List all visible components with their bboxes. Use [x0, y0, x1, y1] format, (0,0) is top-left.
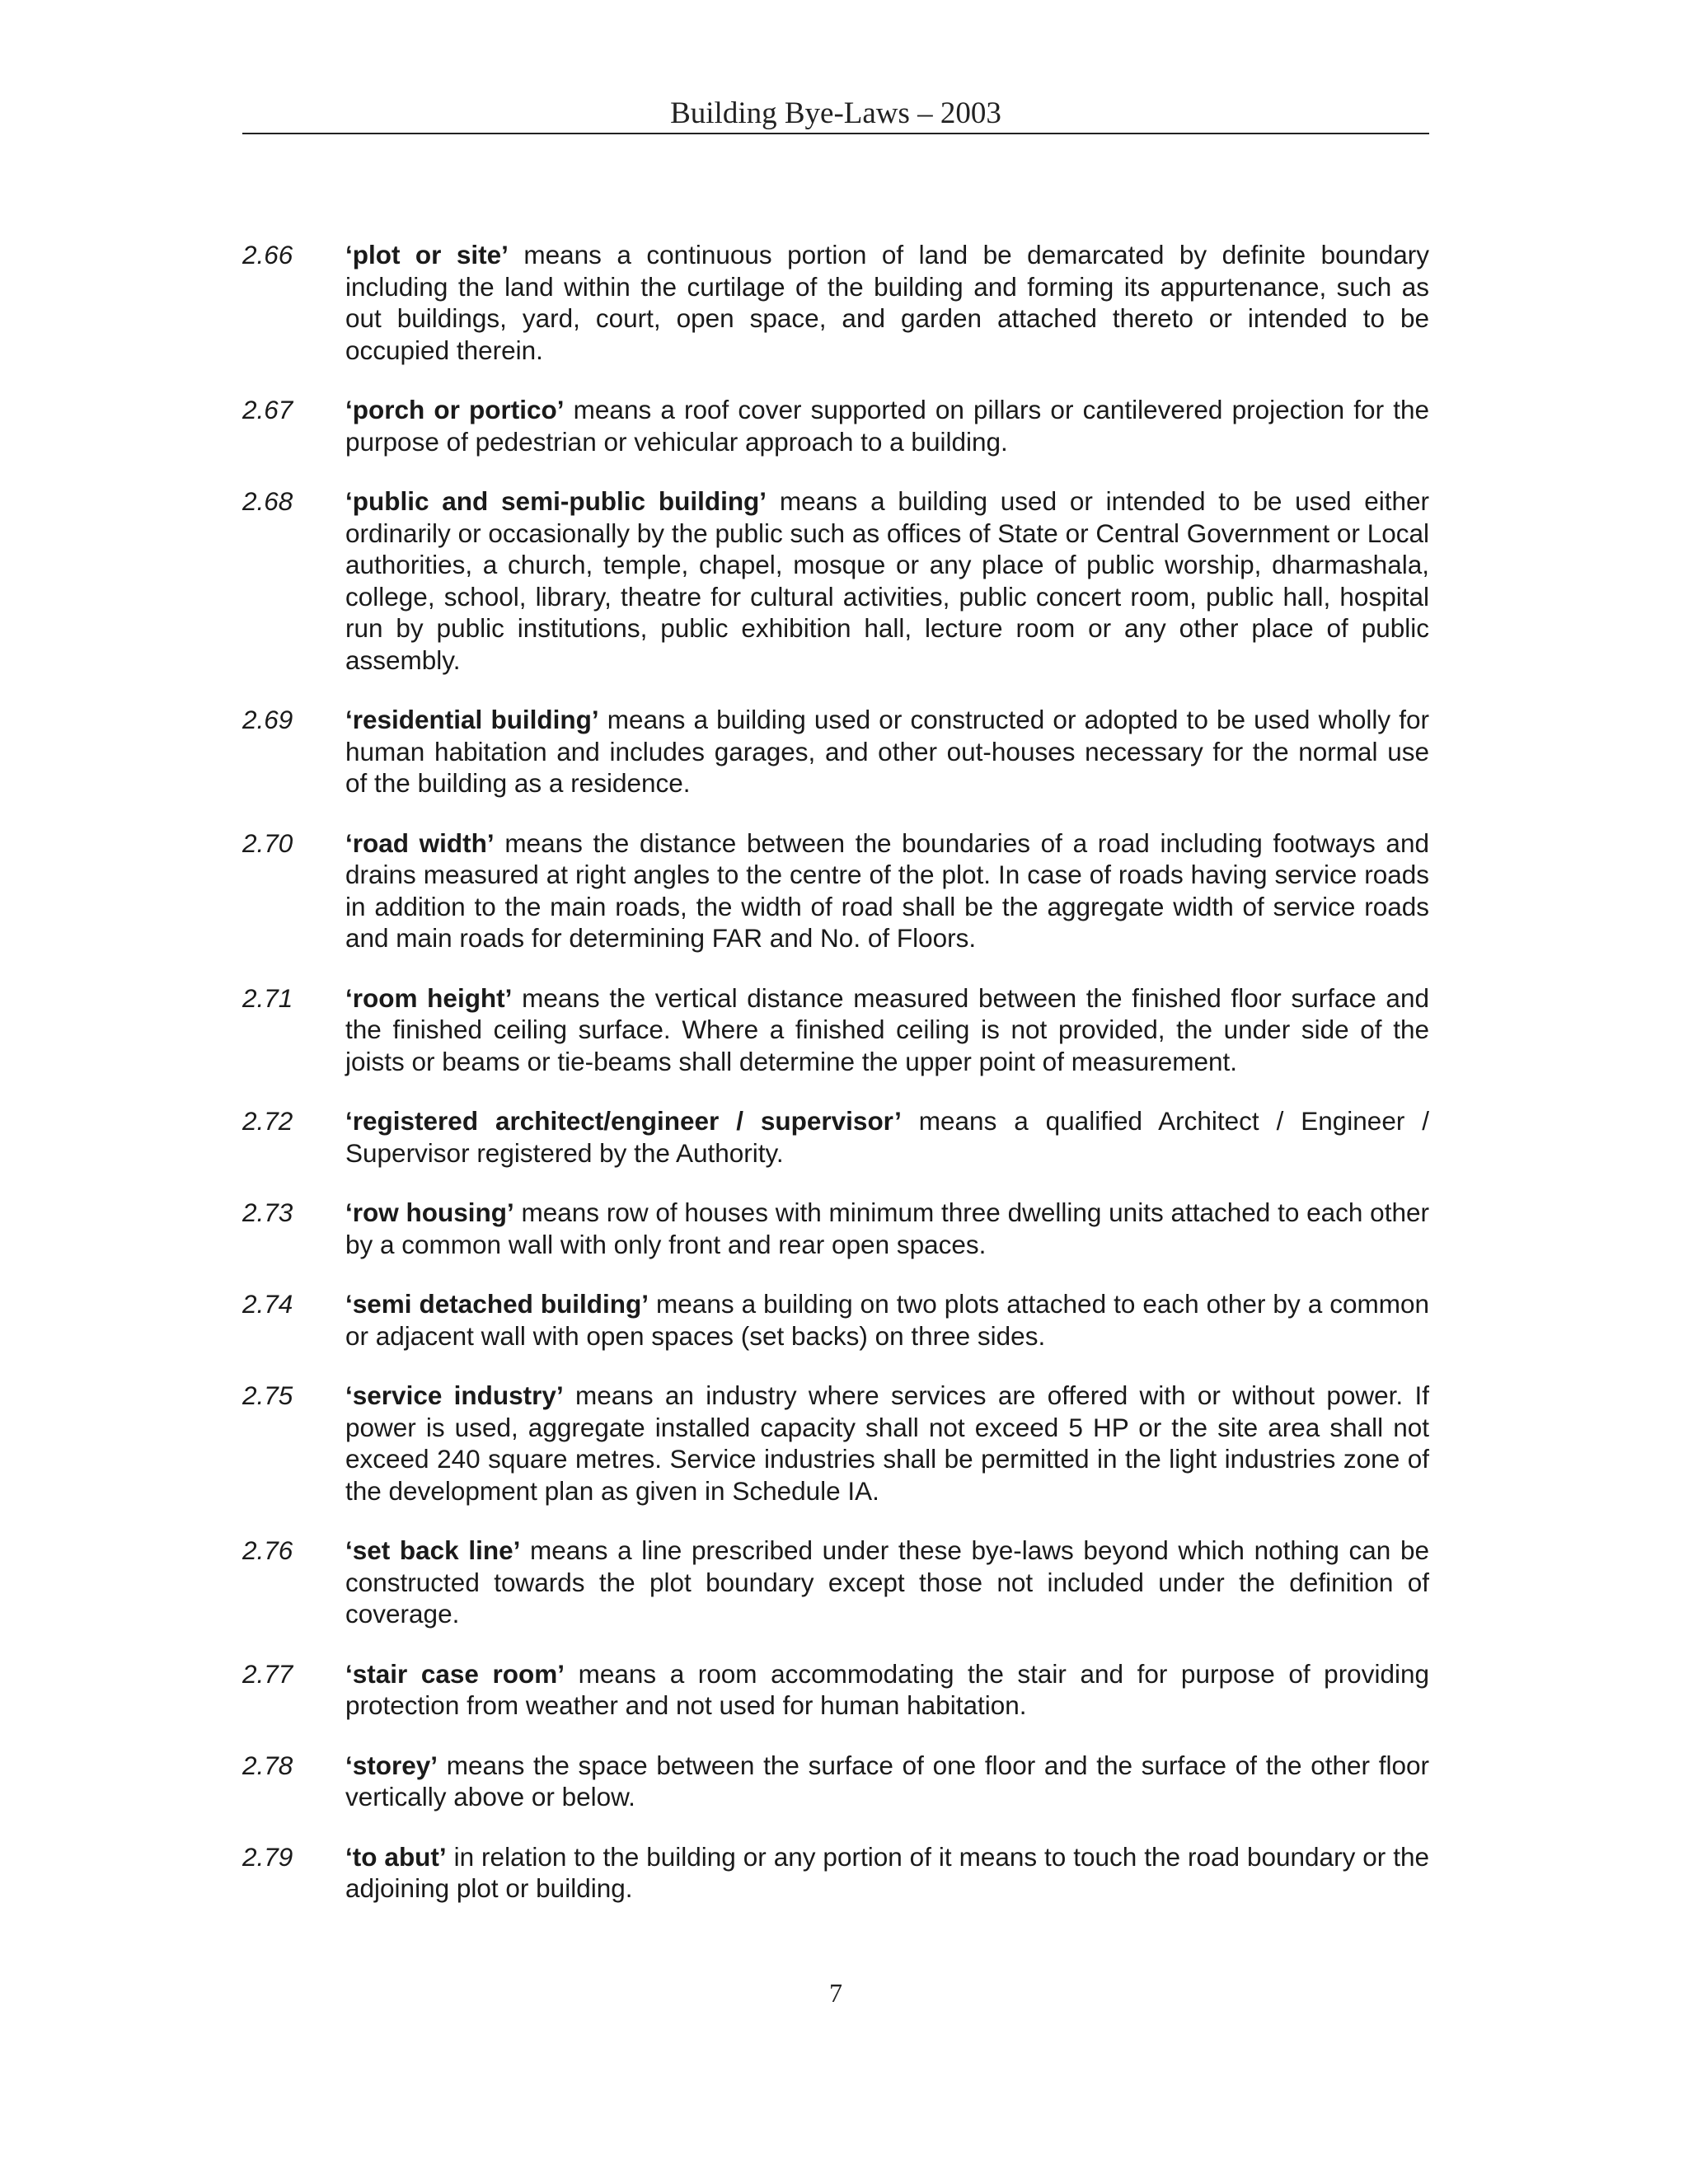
definition-text: means a qualified Architect / Engineer / Supervisor registered by the Authority.: [345, 1106, 1429, 1168]
definition-text: means an industry where services are offered with or without power. If power is used, aggregate installed capacity shall not exceed 5 HP or the site area shall not exceed 240 square metres. Service industries shall be permitted in the light industries zone of the development plan as given in Schedule IA.: [345, 1380, 1430, 1506]
definition-body: [345, 1197, 1429, 1260]
definition-item: [242, 1197, 1429, 1260]
definition-text: means row of houses with minimum three dwelling units attached to each other by a common wall with only front and rear open spaces.: [345, 1197, 1429, 1259]
definition-term: ‘residential building’: [345, 705, 599, 734]
definition-number: 2.70: [242, 827, 293, 858]
definition-text: in relation to the building or any portion of it means to touch the road boundary or the adjoining plot or building.: [345, 1841, 1429, 1903]
definition-item: [242, 827, 1429, 954]
definition-term: ‘stair case room’: [345, 1658, 565, 1689]
definition-number: 2.69: [242, 705, 293, 734]
definition-term: ‘row housing’: [345, 1197, 514, 1227]
definition-term: ‘registered architect/engineer / supervisor’: [345, 1106, 902, 1136]
definition-item: [242, 1380, 1429, 1507]
definition-body: [345, 1750, 1429, 1813]
definition-item: [242, 1288, 1429, 1352]
definition-body: [345, 827, 1429, 954]
definition-number: 2.78: [242, 1750, 293, 1780]
definition-term: ‘plot or site’: [345, 240, 509, 269]
definition-text: means the space between the surface of one floor and the surface of the other floor vertically above or below.: [345, 1750, 1429, 1811]
definition-number: 2.72: [242, 1106, 293, 1136]
definition-body: [345, 704, 1429, 799]
definition-item: [242, 239, 1429, 366]
definition-text: means the vertical distance measured between the finished floor surface and the finished ceiling surface. Where a finished ceiling is not provided, the under side of the joists or beams or tie-beams shall determine the upper point of measurement.: [345, 982, 1429, 1076]
definition-number: 2.71: [242, 982, 293, 1013]
definition-body: [345, 982, 1429, 1078]
definition-term: ‘public and semi-public building’: [345, 486, 767, 516]
definition-term: ‘storey’: [345, 1750, 438, 1780]
definition-item: [242, 1750, 1429, 1813]
running-header: Building Bye-Laws – 2003: [670, 96, 1001, 130]
definition-number: 2.75: [242, 1380, 293, 1410]
definition-number: 2.74: [242, 1289, 293, 1319]
definition-number: 2.73: [242, 1197, 293, 1227]
definition-item: [242, 394, 1429, 457]
definition-body: [345, 1288, 1429, 1352]
definitions-list: [242, 239, 1429, 1933]
definition-body: [345, 1380, 1429, 1507]
definition-body: [345, 1658, 1429, 1722]
definition-number: 2.67: [242, 395, 293, 424]
definition-term: ‘road width’: [345, 827, 495, 858]
definition-body: [345, 1535, 1429, 1630]
page-number: 7: [829, 1978, 842, 2008]
definition-text: means the distance between the boundaries of a road including footways and drains measured at right angles to the centre of the plot. In case of roads having service roads in addition to the main roads, the width of road shall be the aggregate width of service roads and main roads for determining FAR and No. of Floors.: [345, 827, 1429, 953]
definition-term: ‘room height’: [345, 982, 513, 1013]
definition-text: means a building on two plots attached to each other by a common or adjacent wall with open spaces (set backs) on three sides.: [345, 1289, 1429, 1351]
definition-number: 2.68: [242, 486, 293, 516]
definition-text: means a roof cover supported on pillars or cantilevered projection for the purpose of pedestrian or vehicular approach to a building.: [345, 395, 1429, 457]
definition-body: [345, 394, 1429, 457]
definition-number: 2.79: [242, 1841, 293, 1872]
definition-item: [242, 1105, 1429, 1169]
definition-term: ‘set back line’: [345, 1535, 521, 1565]
definition-text: means a continuous portion of land be demarcated by definite boundary including the land within the curtilage of the building and forming its appurtenance, such as out buildings, yard, court, open space, and garden attached thereto or intended to be occupied therein.: [345, 240, 1429, 365]
definition-number: 2.66: [242, 240, 293, 269]
definition-item: [242, 982, 1429, 1078]
definition-item: [242, 485, 1429, 676]
definition-body: [345, 1841, 1429, 1905]
definition-item: [242, 1535, 1429, 1630]
definition-body: [345, 239, 1429, 366]
definition-item: [242, 1658, 1429, 1722]
definition-text: means a building used or constructed or adopted to be used wholly for human habitation and includes garages, and other out-houses necessary for the normal use of the building as a residence.: [345, 705, 1430, 798]
definition-item: [242, 1841, 1429, 1905]
definition-number: 2.77: [242, 1658, 293, 1689]
definition-number: 2.76: [242, 1535, 293, 1565]
definition-term: ‘porch or portico’: [345, 395, 565, 424]
definition-body: [345, 485, 1429, 676]
definition-text: means a building used or intended to be used either ordinarily or occasionally by the public such as offices of State or Central Government or Local authorities, a church, temple, chapel, mosque or any place of public worship, dharmashala, college, school, library, theatre for cultural activities, public concert room, public hall, hospital run by public institutions, public exhibition hall, lecture room or any other place of public assembly.: [345, 486, 1429, 675]
definition-text: means a room accommodating the stair and for purpose of providing protection from weather and not used for human habitation.: [345, 1658, 1430, 1720]
definition-term: ‘service industry’: [345, 1380, 564, 1410]
definition-term: ‘semi detached building’: [345, 1289, 649, 1319]
definition-item: [242, 704, 1429, 799]
definition-term: ‘to abut’: [345, 1841, 447, 1872]
definition-text: means a line prescribed under these bye-laws beyond which nothing can be constructed towards the plot boundary except those not included under the definition of coverage.: [345, 1535, 1429, 1629]
header-divider: [242, 133, 1429, 134]
definition-body: [345, 1105, 1429, 1169]
